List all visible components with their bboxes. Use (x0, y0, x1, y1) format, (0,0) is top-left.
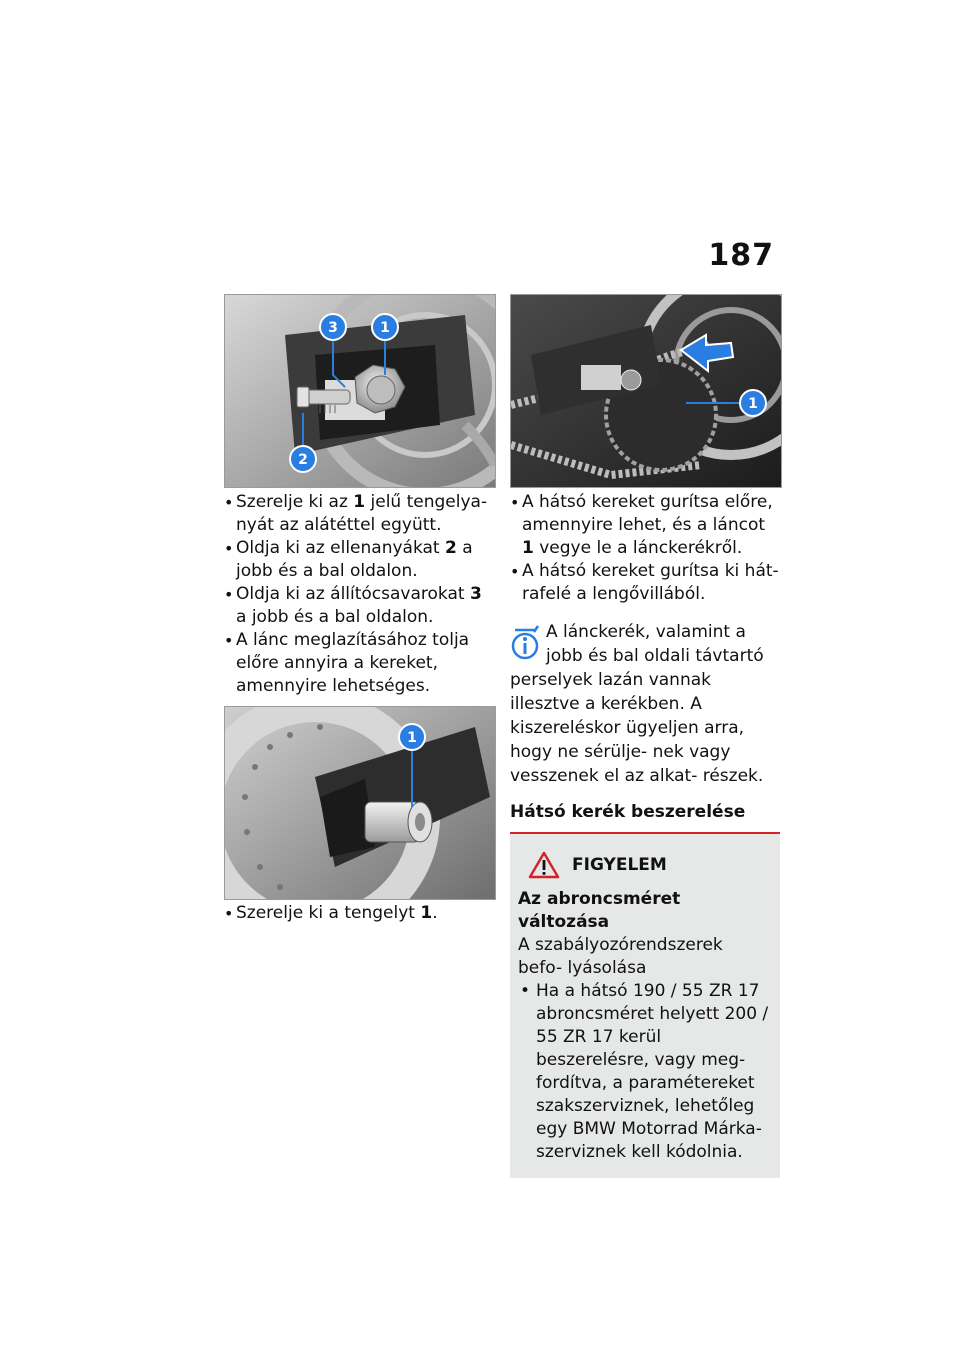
warning-heading: FIGYELEM (572, 855, 667, 875)
callout-reference: 3 (469, 584, 482, 604)
step-text: A hátsó kereket gurítsa előre, amennyire lehet, és a láncot (522, 492, 773, 535)
step-text: jelű tengelya- nyát az alátéttel együtt. (236, 492, 488, 535)
step-text: Szerelje ki az (236, 492, 354, 512)
callout-reference: 1 (522, 538, 534, 558)
figure-chain-adjuster (224, 294, 496, 488)
figure-chain-sprocket (510, 294, 782, 488)
callout-1 (399, 724, 425, 750)
callout-reference: 1 (353, 492, 366, 512)
list-item (224, 902, 496, 925)
left-steps-b (224, 902, 496, 925)
warning-text: A szabályozórendszerek befo- lyásolása (518, 935, 723, 978)
step-text: vegye le a lánckerékről. (533, 538, 743, 558)
svg-text:1: 1 (407, 730, 417, 746)
right-column (510, 491, 780, 1178)
list-item (224, 629, 496, 698)
list-item (224, 537, 496, 583)
step-text: . (432, 903, 438, 923)
callout-3 (320, 314, 346, 340)
page-number: 187 (708, 238, 774, 273)
svg-text:1: 1 (380, 320, 390, 336)
step-text: a jobb és a bal oldalon. (236, 607, 434, 627)
info-icon (510, 624, 540, 660)
step-text: A lánc meglazításához tolja előre annyira a kereket, amennyire lehetséges. (236, 630, 470, 696)
left-steps-a (224, 491, 496, 698)
step-text: Szerelje ki a tengelyt (236, 903, 421, 923)
warning-triangle-icon (528, 851, 560, 879)
info-line-1: A lánckerék, valamint a (546, 622, 746, 642)
list-item (510, 560, 780, 606)
callout-2 (290, 446, 316, 472)
info-note (510, 620, 780, 788)
callout-1 (372, 314, 398, 340)
callout-reference: 2 (445, 538, 457, 558)
step-text: a jobb és a bal oldalon. (236, 538, 473, 581)
svg-text:3: 3 (328, 320, 338, 336)
svg-text:2: 2 (298, 452, 308, 468)
info-line-2: jobb és bal oldali távtartó (546, 646, 764, 666)
section-title: Hátsó kerék beszerelése (510, 800, 780, 834)
step-text: A hátsó kereket gurítsa ki hát- rafelé a lengővillából. (522, 561, 779, 604)
svg-text:1: 1 (748, 396, 758, 412)
step-text: Oldja ki az állítócsavarokat (236, 584, 470, 604)
callout-1 (740, 390, 766, 416)
warning-title: Az abroncsméret változása (518, 889, 681, 932)
list-item (510, 491, 780, 560)
figure-axle (224, 706, 496, 900)
step-text: Oldja ki az ellenanyákat (236, 538, 445, 558)
info-text: perselyek lazán vannak illesztve a kerékben. A kiszereléskor ügyeljen arra, hogy ne sérülje- nek vagy vesszenek el az alkat- részek. (510, 670, 764, 786)
list-item: • Ha a hátsó 190 / 55 ZR 17 abroncsméret helyett 200 / 55 ZR 17 kerül beszerelésre, vagy meg- fordítva, a paramétereket szakszerviznek, lehetőleg egy BMW Motorrad Márka- szerviznek kell kódolnia. (518, 980, 772, 1164)
warning-box (510, 834, 780, 1178)
list-item (224, 491, 496, 537)
callout-reference: 1 (420, 903, 433, 923)
list-item (224, 583, 496, 629)
